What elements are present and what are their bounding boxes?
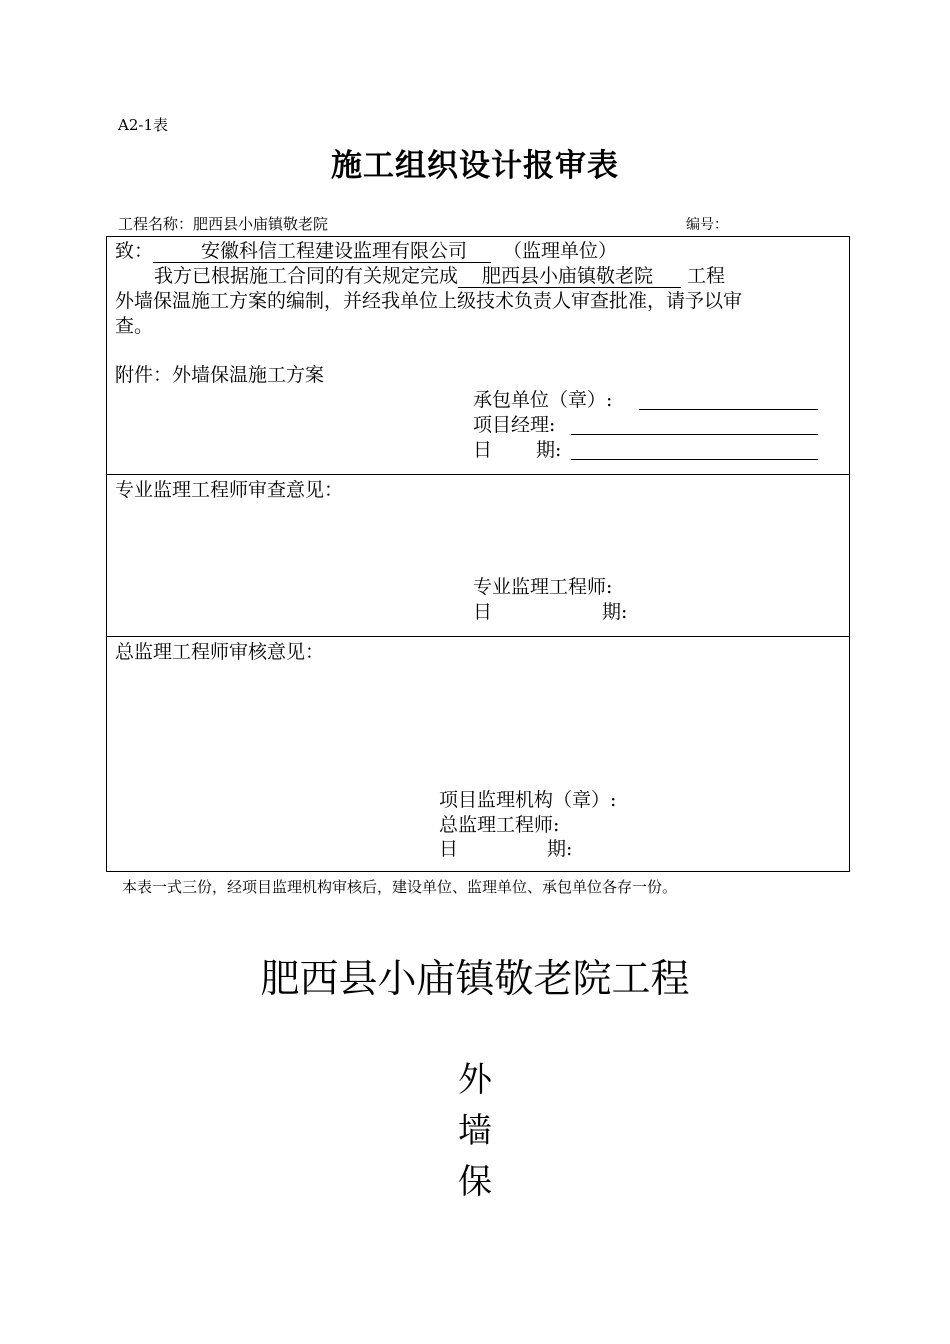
- supervisor-company: 安徽科信工程建设监理有限公司: [153, 240, 491, 263]
- form-footnote: 本表一式三份，经项目监理机构审核后，建设单位、监理单位、承包单位各存一份。: [122, 878, 678, 896]
- attachment-line: 附件：外墙保温施工方案: [115, 364, 325, 386]
- cover-vertical-char-1: 外: [458, 1060, 492, 1100]
- contractor-date-line: [571, 459, 818, 460]
- project-manager-label: 项目经理:: [473, 414, 556, 436]
- form-title: 施工组织设计报审表: [331, 148, 619, 184]
- contractor-date-label: [473, 438, 561, 462]
- contractor-unit-label: 承包单位（章）:: [473, 389, 613, 411]
- chief-date-label-b: 期:: [547, 838, 573, 860]
- body-line-1: [154, 264, 725, 288]
- section-divider-1: [107, 474, 849, 475]
- serial-number-label: 编号：: [686, 217, 728, 233]
- specialist-date-label-b: 期:: [602, 601, 628, 623]
- cover-vertical-char-3: 保: [458, 1162, 492, 1202]
- contractor-date-label-b: 期:: [536, 439, 562, 461]
- cover-vertical-char-2: 墙: [458, 1111, 492, 1151]
- contractor-date-label-a: 日: [473, 439, 493, 461]
- body-line-1-post: 工程: [687, 265, 726, 287]
- specialist-review-heading: 专业监理工程师审查意见：: [115, 479, 344, 501]
- approval-form-table: [106, 236, 850, 872]
- chief-review-heading: 总监理工程师审核意见：: [115, 641, 325, 663]
- specialist-date-label-a: 日: [473, 601, 493, 623]
- body-line-3: 查。: [115, 315, 154, 337]
- supervision-org-label: 项目监理机构（章）:: [439, 789, 617, 811]
- specialist-engineer-label: 专业监理工程师:: [473, 576, 613, 598]
- body-line-1-pre: 我方已根据施工合同的有关规定完成: [154, 265, 459, 287]
- project-name-line: 工程名称：肥西县小庙镇敬老院: [118, 215, 329, 233]
- section-divider-2: [107, 636, 849, 637]
- chief-date-label-a: 日: [439, 838, 459, 860]
- supervisor-suffix: （监理单位）: [503, 240, 618, 262]
- cover-title: 肥西县小庙镇敬老院工程: [260, 957, 690, 1002]
- body-project-name: 肥西县小庙镇敬老院: [458, 265, 681, 288]
- chief-engineer-label: 总监理工程师:: [439, 814, 560, 836]
- body-line-2: 外墙保温施工方案的编制，并经我单位上级技术负责人审查批准，请予以审: [115, 290, 743, 312]
- form-code: A2-1表: [118, 116, 168, 134]
- chief-date-label: [439, 837, 572, 861]
- to-label: 致：: [115, 240, 154, 262]
- specialist-date-label: [473, 600, 627, 624]
- project-manager-signature-line: [571, 434, 818, 435]
- addressee-line: [115, 239, 617, 263]
- contractor-unit-signature-line: [639, 409, 818, 410]
